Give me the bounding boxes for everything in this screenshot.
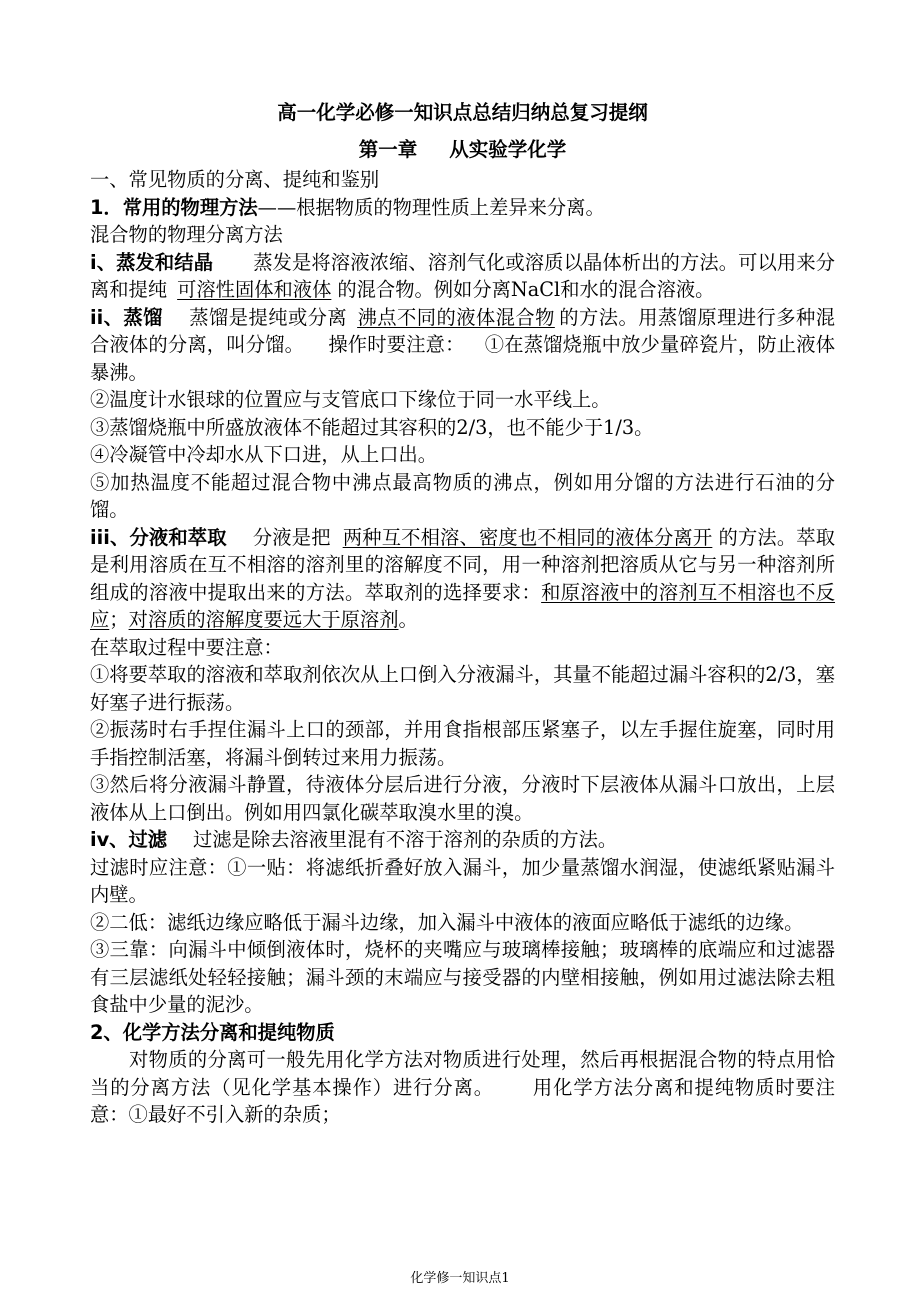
subsection-2-text-b: 用化学方法分离和提纯物质时要注意：①最好不引入新的杂质； [90, 1075, 835, 1126]
subsection-2-paragraph [90, 1046, 835, 1129]
item-ii-text-c: 操作时要注意： [328, 333, 465, 356]
item-ii-text-b: 的方法。用蒸馏原理进行多种混合液体的分离，叫分馏。 [90, 305, 836, 356]
chapter-number: 第一章 [358, 138, 418, 161]
subsection-1 [90, 194, 835, 222]
item-iii-end: 。 [398, 608, 418, 631]
item-iii [90, 524, 835, 634]
subsection-2-text-a: 对物质的分离可一般先用化学方法对物质进行处理，然后再根据混合物的特点用恰当的分离方法（见化学基本操作）进行分离。 [90, 1048, 835, 1099]
item-ii-title: ii、蒸馏 [90, 305, 163, 329]
item-iii-title: iii、分液和萃取 [90, 525, 227, 549]
section-heading: 一、常见物质的分离、提纯和鉴别 [90, 168, 380, 191]
item-i-text-a: 蒸发是将溶液浓缩、溶剂气化或溶质以晶体析出的方法。可以用来分离和提纯 [90, 250, 836, 301]
item-iii-step-3: ③然后将分液漏斗静置，待液体分层后进行分液，分液时下层液体从漏斗口放出，上层液体从上口倒出。例如用四氯化碳萃取溴水里的溴。 [90, 773, 835, 824]
page-footer: 化学修一知识点1 [410, 1271, 510, 1286]
item-ii-text-a: 蒸馏是提纯或分离 [188, 305, 348, 329]
chapter-name: 从实验学化学 [449, 138, 567, 161]
item-iii-step-1: ①将要萃取的溶液和萃取剂依次从上口倒入分液漏斗，其量不能超过漏斗容积的2/3，塞好塞子进行振荡。 [90, 663, 835, 714]
item-ii [90, 304, 835, 387]
item-ii-text-d: ①在蒸馏烧瓶中放少量碎瓷片，防止液体暴沸。 [90, 333, 836, 384]
item-iii-sep: ； [109, 608, 129, 631]
item-i-text-b: 的混合物。例如分离NaCl和水的混合溶液。 [337, 278, 715, 301]
item-iii-text-b: 的方法。萃取是利用溶质在互不相溶的溶剂里的溶解度不同，用一种溶剂把溶质从它与另一种溶剂所组成的溶液中提取出来的方法。萃取剂的选择要求： [90, 525, 836, 604]
item-ii-note-4: ④冷凝管中冷却水从下口进，从上口出。 [90, 443, 438, 466]
item-ii-underline: 沸点不同的液体混合物 [357, 305, 555, 329]
item-iii-underline-2: 和原溶液中的溶剂互不相溶也不反应 [90, 580, 836, 631]
item-iii-underline-3: 对溶质的溶解度要远大于原溶剂 [128, 608, 399, 631]
item-iii-note: 在萃取过程中要注意： [90, 635, 283, 659]
subsection-1-title: 1．常用的物理方法 [90, 195, 258, 219]
item-iii-underline-1: 两种互不相溶、密度也不相同的液体分离开 [342, 525, 713, 549]
intro-line: 混合物的物理分离方法 [90, 223, 283, 246]
item-iii-text-a: 分液是把 [252, 525, 331, 549]
item-iv-note-2: ②二低：滤纸边缘应略低于漏斗边缘，加入漏斗中液体的液面应略低于滤纸的边缘。 [90, 910, 804, 934]
document-title: 高一化学必修一知识点总结归纳总复习提纲 [277, 101, 648, 124]
item-iv-note-1: 过滤时应注意：①一贴：将滤纸折叠好放入漏斗，加少量蒸馏水润湿，使滤纸紧贴漏斗内壁。 [90, 855, 835, 906]
item-iv-title: iv、过滤 [90, 828, 168, 851]
item-iii-step-2: ②振荡时右手捏住漏斗上口的颈部，并用食指根部压紧塞子，以左手握住旋塞，同时用手指控制活塞，将漏斗倒转过来用力振荡。 [90, 718, 835, 769]
item-ii-note-3: ③蒸馏烧瓶中所盛放液体不能超过其容积的2/3，也不能少于1/3。 [90, 415, 654, 439]
chapter-heading [90, 136, 835, 164]
document-page [90, 98, 835, 1129]
item-ii-note-2: ②温度计水银球的位置应与支管底口下缘位于同一水平线上。 [90, 388, 611, 411]
item-i [90, 249, 835, 304]
item-iv-note-3: ③三靠：向漏斗中倾倒液体时，烧杯的夹嘴应与玻璃棒接触；玻璃棒的底端应和过滤器有三层滤纸处轻轻接触；漏斗颈的末端应与接受器的内壁相接触，例如用过滤法除去粗食盐中少量的泥沙。 [90, 938, 835, 1016]
item-iv [90, 826, 835, 854]
item-i-title: i、蒸发和结晶 [90, 250, 214, 274]
subsection-2-title: 2、化学方法分离和提纯物质 [90, 1020, 335, 1044]
item-iv-text-a: 过滤是除去溶液里混有不溶于溶剂的杂质的方法。 [193, 828, 618, 851]
item-i-underline: 可溶性固体和液体 [177, 278, 332, 301]
subsection-1-desc: ——根据物质的物理性质上差异来分离。 [257, 195, 605, 219]
item-ii-note-5: ⑤加热温度不能超过混合物中沸点最高物质的沸点，例如用分馏的方法进行石油的分馏。 [90, 470, 835, 521]
